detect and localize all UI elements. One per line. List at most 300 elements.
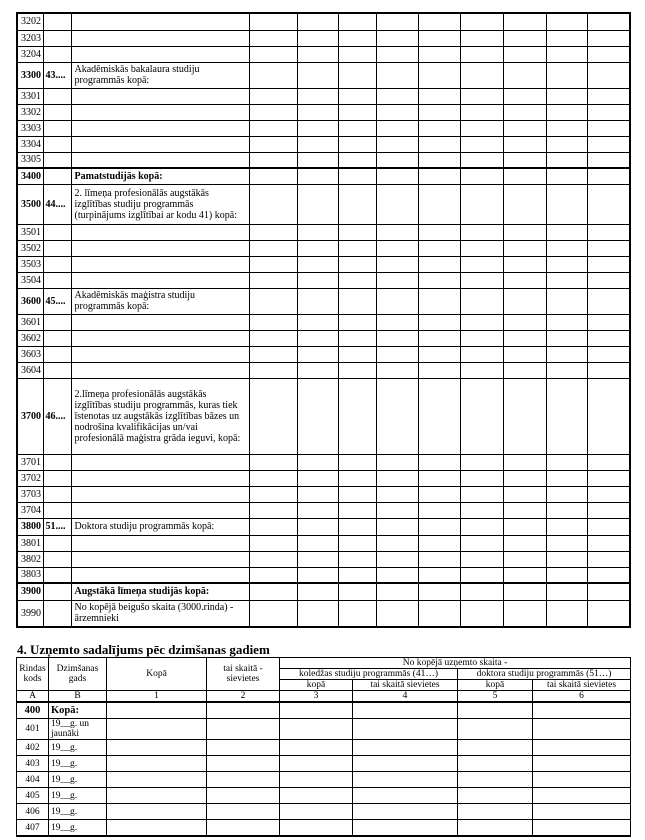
value-cell[interactable] — [587, 104, 630, 120]
value-cell[interactable] — [249, 518, 297, 535]
value-cell[interactable] — [546, 346, 587, 362]
value-cell[interactable] — [503, 535, 546, 551]
value-cell[interactable] — [297, 184, 338, 224]
value-cell[interactable] — [503, 486, 546, 502]
value-cell[interactable] — [249, 314, 297, 330]
value-cell[interactable] — [503, 46, 546, 62]
value-cell[interactable] — [418, 502, 460, 518]
value-cell[interactable] — [546, 136, 587, 152]
value-cell[interactable] — [249, 378, 297, 454]
value-cell[interactable] — [587, 256, 630, 272]
value-cell[interactable] — [249, 104, 297, 120]
value-cell[interactable] — [587, 152, 630, 168]
value-cell[interactable] — [338, 535, 376, 551]
value-cell[interactable] — [587, 567, 630, 583]
value-cell[interactable] — [418, 288, 460, 314]
value-cell[interactable] — [249, 502, 297, 518]
value-cell[interactable] — [418, 104, 460, 120]
value-cell[interactable] — [460, 256, 503, 272]
value-cell[interactable] — [376, 314, 418, 330]
value-cell[interactable] — [297, 567, 338, 583]
value-cell[interactable] — [503, 30, 546, 46]
value-cell[interactable] — [546, 184, 587, 224]
value-cell[interactable] — [353, 788, 458, 804]
value-cell[interactable] — [376, 13, 418, 30]
value-cell[interactable] — [503, 240, 546, 256]
value-cell[interactable] — [546, 224, 587, 240]
value-cell[interactable] — [249, 224, 297, 240]
value-cell[interactable] — [338, 551, 376, 567]
value-cell[interactable] — [338, 88, 376, 104]
value-cell[interactable] — [460, 346, 503, 362]
value-cell[interactable] — [338, 240, 376, 256]
value-cell[interactable] — [587, 362, 630, 378]
value-cell[interactable] — [297, 152, 338, 168]
value-cell[interactable] — [249, 136, 297, 152]
value-cell[interactable] — [297, 62, 338, 88]
value-cell[interactable] — [376, 567, 418, 583]
value-cell[interactable] — [418, 136, 460, 152]
value-cell[interactable] — [503, 567, 546, 583]
value-cell[interactable] — [460, 168, 503, 184]
value-cell[interactable] — [280, 788, 353, 804]
value-cell[interactable] — [249, 88, 297, 104]
value-cell[interactable] — [546, 13, 587, 30]
value-cell[interactable] — [207, 804, 280, 820]
value-cell[interactable] — [460, 454, 503, 470]
value-cell[interactable] — [418, 518, 460, 535]
value-cell[interactable] — [458, 702, 533, 719]
value-cell[interactable] — [249, 535, 297, 551]
value-cell[interactable] — [297, 486, 338, 502]
value-cell[interactable] — [338, 272, 376, 288]
value-cell[interactable] — [546, 46, 587, 62]
value-cell[interactable] — [587, 502, 630, 518]
value-cell[interactable] — [418, 184, 460, 224]
value-cell[interactable] — [546, 120, 587, 136]
value-cell[interactable] — [460, 104, 503, 120]
value-cell[interactable] — [587, 168, 630, 184]
value-cell[interactable] — [376, 600, 418, 627]
value-cell[interactable] — [587, 551, 630, 567]
value-cell[interactable] — [587, 184, 630, 224]
value-cell[interactable] — [207, 788, 280, 804]
value-cell[interactable] — [249, 272, 297, 288]
value-cell[interactable] — [353, 804, 458, 820]
value-cell[interactable] — [546, 330, 587, 346]
value-cell[interactable] — [207, 820, 280, 837]
value-cell[interactable] — [297, 583, 338, 600]
value-cell[interactable] — [207, 719, 280, 740]
value-cell[interactable] — [353, 740, 458, 756]
value-cell[interactable] — [338, 136, 376, 152]
value-cell[interactable] — [418, 30, 460, 46]
value-cell[interactable] — [280, 804, 353, 820]
value-cell[interactable] — [546, 168, 587, 184]
value-cell[interactable] — [546, 567, 587, 583]
value-cell[interactable] — [249, 46, 297, 62]
value-cell[interactable] — [297, 502, 338, 518]
value-cell[interactable] — [587, 518, 630, 535]
value-cell[interactable] — [249, 30, 297, 46]
value-cell[interactable] — [587, 470, 630, 486]
value-cell[interactable] — [249, 240, 297, 256]
value-cell[interactable] — [249, 346, 297, 362]
value-cell[interactable] — [418, 314, 460, 330]
value-cell[interactable] — [338, 454, 376, 470]
value-cell[interactable] — [503, 13, 546, 30]
value-cell[interactable] — [338, 104, 376, 120]
value-cell[interactable] — [546, 362, 587, 378]
value-cell[interactable] — [460, 378, 503, 454]
value-cell[interactable] — [418, 346, 460, 362]
value-cell[interactable] — [460, 314, 503, 330]
value-cell[interactable] — [107, 772, 207, 788]
value-cell[interactable] — [297, 314, 338, 330]
value-cell[interactable] — [376, 224, 418, 240]
value-cell[interactable] — [376, 120, 418, 136]
value-cell[interactable] — [418, 120, 460, 136]
value-cell[interactable] — [503, 120, 546, 136]
value-cell[interactable] — [458, 820, 533, 837]
value-cell[interactable] — [353, 820, 458, 837]
value-cell[interactable] — [376, 454, 418, 470]
value-cell[interactable] — [460, 535, 503, 551]
value-cell[interactable] — [297, 168, 338, 184]
value-cell[interactable] — [418, 13, 460, 30]
value-cell[interactable] — [249, 120, 297, 136]
value-cell[interactable] — [297, 330, 338, 346]
value-cell[interactable] — [503, 551, 546, 567]
value-cell[interactable] — [353, 702, 458, 719]
value-cell[interactable] — [546, 378, 587, 454]
value-cell[interactable] — [338, 378, 376, 454]
value-cell[interactable] — [503, 152, 546, 168]
value-cell[interactable] — [249, 152, 297, 168]
value-cell[interactable] — [297, 13, 338, 30]
value-cell[interactable] — [297, 600, 338, 627]
value-cell[interactable] — [460, 288, 503, 314]
value-cell[interactable] — [546, 152, 587, 168]
value-cell[interactable] — [460, 120, 503, 136]
value-cell[interactable] — [460, 30, 503, 46]
value-cell[interactable] — [418, 486, 460, 502]
value-cell[interactable] — [533, 756, 631, 772]
value-cell[interactable] — [418, 224, 460, 240]
value-cell[interactable] — [503, 168, 546, 184]
value-cell[interactable] — [418, 168, 460, 184]
value-cell[interactable] — [297, 240, 338, 256]
value-cell[interactable] — [338, 152, 376, 168]
value-cell[interactable] — [376, 272, 418, 288]
value-cell[interactable] — [503, 104, 546, 120]
value-cell[interactable] — [458, 740, 533, 756]
value-cell[interactable] — [376, 136, 418, 152]
value-cell[interactable] — [338, 470, 376, 486]
value-cell[interactable] — [107, 788, 207, 804]
value-cell[interactable] — [376, 152, 418, 168]
value-cell[interactable] — [418, 256, 460, 272]
value-cell[interactable] — [376, 502, 418, 518]
value-cell[interactable] — [587, 600, 630, 627]
value-cell[interactable] — [418, 583, 460, 600]
value-cell[interactable] — [376, 535, 418, 551]
value-cell[interactable] — [297, 272, 338, 288]
value-cell[interactable] — [460, 600, 503, 627]
value-cell[interactable] — [353, 772, 458, 788]
value-cell[interactable] — [280, 772, 353, 788]
value-cell[interactable] — [533, 788, 631, 804]
value-cell[interactable] — [460, 583, 503, 600]
value-cell[interactable] — [587, 330, 630, 346]
value-cell[interactable] — [376, 346, 418, 362]
value-cell[interactable] — [376, 256, 418, 272]
value-cell[interactable] — [503, 346, 546, 362]
value-cell[interactable] — [376, 583, 418, 600]
value-cell[interactable] — [460, 62, 503, 88]
value-cell[interactable] — [338, 224, 376, 240]
value-cell[interactable] — [249, 288, 297, 314]
value-cell[interactable] — [249, 551, 297, 567]
value-cell[interactable] — [376, 551, 418, 567]
value-cell[interactable] — [376, 88, 418, 104]
value-cell[interactable] — [418, 362, 460, 378]
value-cell[interactable] — [503, 136, 546, 152]
value-cell[interactable] — [376, 330, 418, 346]
value-cell[interactable] — [376, 46, 418, 62]
value-cell[interactable] — [587, 240, 630, 256]
value-cell[interactable] — [503, 583, 546, 600]
value-cell[interactable] — [546, 551, 587, 567]
value-cell[interactable] — [376, 518, 418, 535]
value-cell[interactable] — [338, 13, 376, 30]
value-cell[interactable] — [297, 470, 338, 486]
value-cell[interactable] — [503, 502, 546, 518]
value-cell[interactable] — [376, 104, 418, 120]
value-cell[interactable] — [107, 719, 207, 740]
value-cell[interactable] — [376, 184, 418, 224]
value-cell[interactable] — [587, 454, 630, 470]
value-cell[interactable] — [460, 224, 503, 240]
value-cell[interactable] — [503, 314, 546, 330]
value-cell[interactable] — [353, 756, 458, 772]
value-cell[interactable] — [376, 30, 418, 46]
value-cell[interactable] — [338, 120, 376, 136]
value-cell[interactable] — [107, 702, 207, 719]
value-cell[interactable] — [587, 46, 630, 62]
value-cell[interactable] — [587, 535, 630, 551]
value-cell[interactable] — [297, 30, 338, 46]
value-cell[interactable] — [338, 600, 376, 627]
value-cell[interactable] — [297, 104, 338, 120]
value-cell[interactable] — [338, 168, 376, 184]
value-cell[interactable] — [533, 740, 631, 756]
value-cell[interactable] — [458, 804, 533, 820]
value-cell[interactable] — [546, 583, 587, 600]
value-cell[interactable] — [249, 13, 297, 30]
value-cell[interactable] — [503, 362, 546, 378]
value-cell[interactable] — [587, 120, 630, 136]
value-cell[interactable] — [458, 719, 533, 740]
value-cell[interactable] — [503, 288, 546, 314]
value-cell[interactable] — [297, 256, 338, 272]
value-cell[interactable] — [207, 740, 280, 756]
value-cell[interactable] — [207, 756, 280, 772]
value-cell[interactable] — [418, 470, 460, 486]
value-cell[interactable] — [458, 788, 533, 804]
value-cell[interactable] — [249, 583, 297, 600]
value-cell[interactable] — [297, 46, 338, 62]
value-cell[interactable] — [376, 378, 418, 454]
value-cell[interactable] — [376, 288, 418, 314]
value-cell[interactable] — [297, 346, 338, 362]
value-cell[interactable] — [297, 551, 338, 567]
value-cell[interactable] — [587, 288, 630, 314]
value-cell[interactable] — [533, 719, 631, 740]
value-cell[interactable] — [503, 272, 546, 288]
value-cell[interactable] — [460, 272, 503, 288]
value-cell[interactable] — [418, 378, 460, 454]
value-cell[interactable] — [587, 583, 630, 600]
value-cell[interactable] — [297, 378, 338, 454]
value-cell[interactable] — [460, 136, 503, 152]
value-cell[interactable] — [503, 88, 546, 104]
value-cell[interactable] — [280, 820, 353, 837]
value-cell[interactable] — [546, 486, 587, 502]
value-cell[interactable] — [297, 288, 338, 314]
value-cell[interactable] — [460, 518, 503, 535]
value-cell[interactable] — [503, 518, 546, 535]
value-cell[interactable] — [418, 46, 460, 62]
value-cell[interactable] — [460, 330, 503, 346]
value-cell[interactable] — [458, 772, 533, 788]
value-cell[interactable] — [418, 272, 460, 288]
value-cell[interactable] — [587, 136, 630, 152]
value-cell[interactable] — [249, 470, 297, 486]
value-cell[interactable] — [418, 535, 460, 551]
value-cell[interactable] — [418, 240, 460, 256]
value-cell[interactable] — [249, 184, 297, 224]
value-cell[interactable] — [460, 502, 503, 518]
value-cell[interactable] — [297, 454, 338, 470]
value-cell[interactable] — [546, 88, 587, 104]
value-cell[interactable] — [460, 184, 503, 224]
value-cell[interactable] — [460, 240, 503, 256]
value-cell[interactable] — [503, 600, 546, 627]
value-cell[interactable] — [503, 62, 546, 88]
value-cell[interactable] — [280, 719, 353, 740]
value-cell[interactable] — [503, 330, 546, 346]
value-cell[interactable] — [297, 136, 338, 152]
value-cell[interactable] — [297, 224, 338, 240]
value-cell[interactable] — [338, 46, 376, 62]
value-cell[interactable] — [546, 535, 587, 551]
value-cell[interactable] — [297, 362, 338, 378]
value-cell[interactable] — [297, 88, 338, 104]
value-cell[interactable] — [460, 88, 503, 104]
value-cell[interactable] — [280, 756, 353, 772]
value-cell[interactable] — [587, 13, 630, 30]
value-cell[interactable] — [546, 272, 587, 288]
value-cell[interactable] — [249, 567, 297, 583]
value-cell[interactable] — [338, 184, 376, 224]
value-cell[interactable] — [376, 470, 418, 486]
value-cell[interactable] — [418, 62, 460, 88]
value-cell[interactable] — [546, 240, 587, 256]
value-cell[interactable] — [587, 88, 630, 104]
value-cell[interactable] — [458, 756, 533, 772]
value-cell[interactable] — [338, 362, 376, 378]
value-cell[interactable] — [503, 470, 546, 486]
value-cell[interactable] — [418, 330, 460, 346]
value-cell[interactable] — [353, 719, 458, 740]
value-cell[interactable] — [249, 454, 297, 470]
value-cell[interactable] — [376, 62, 418, 88]
value-cell[interactable] — [503, 224, 546, 240]
value-cell[interactable] — [546, 454, 587, 470]
value-cell[interactable] — [460, 567, 503, 583]
value-cell[interactable] — [546, 62, 587, 88]
value-cell[interactable] — [546, 470, 587, 486]
value-cell[interactable] — [546, 502, 587, 518]
value-cell[interactable] — [297, 120, 338, 136]
value-cell[interactable] — [338, 288, 376, 314]
value-cell[interactable] — [418, 454, 460, 470]
value-cell[interactable] — [338, 314, 376, 330]
value-cell[interactable] — [107, 804, 207, 820]
value-cell[interactable] — [297, 518, 338, 535]
value-cell[interactable] — [249, 330, 297, 346]
value-cell[interactable] — [533, 820, 631, 837]
value-cell[interactable] — [249, 168, 297, 184]
value-cell[interactable] — [503, 184, 546, 224]
value-cell[interactable] — [418, 152, 460, 168]
value-cell[interactable] — [460, 13, 503, 30]
value-cell[interactable] — [546, 256, 587, 272]
value-cell[interactable] — [503, 256, 546, 272]
value-cell[interactable] — [338, 346, 376, 362]
value-cell[interactable] — [249, 600, 297, 627]
value-cell[interactable] — [338, 583, 376, 600]
value-cell[interactable] — [338, 486, 376, 502]
value-cell[interactable] — [546, 518, 587, 535]
value-cell[interactable] — [587, 224, 630, 240]
value-cell[interactable] — [107, 740, 207, 756]
value-cell[interactable] — [376, 362, 418, 378]
value-cell[interactable] — [460, 46, 503, 62]
value-cell[interactable] — [546, 314, 587, 330]
value-cell[interactable] — [460, 470, 503, 486]
value-cell[interactable] — [546, 600, 587, 627]
value-cell[interactable] — [460, 152, 503, 168]
value-cell[interactable] — [418, 600, 460, 627]
value-cell[interactable] — [418, 88, 460, 104]
value-cell[interactable] — [587, 314, 630, 330]
value-cell[interactable] — [460, 362, 503, 378]
value-cell[interactable] — [376, 168, 418, 184]
value-cell[interactable] — [587, 346, 630, 362]
value-cell[interactable] — [587, 30, 630, 46]
value-cell[interactable] — [207, 772, 280, 788]
value-cell[interactable] — [280, 702, 353, 719]
value-cell[interactable] — [546, 288, 587, 314]
value-cell[interactable] — [376, 240, 418, 256]
value-cell[interactable] — [587, 486, 630, 502]
value-cell[interactable] — [280, 740, 353, 756]
value-cell[interactable] — [460, 486, 503, 502]
value-cell[interactable] — [338, 62, 376, 88]
value-cell[interactable] — [546, 30, 587, 46]
